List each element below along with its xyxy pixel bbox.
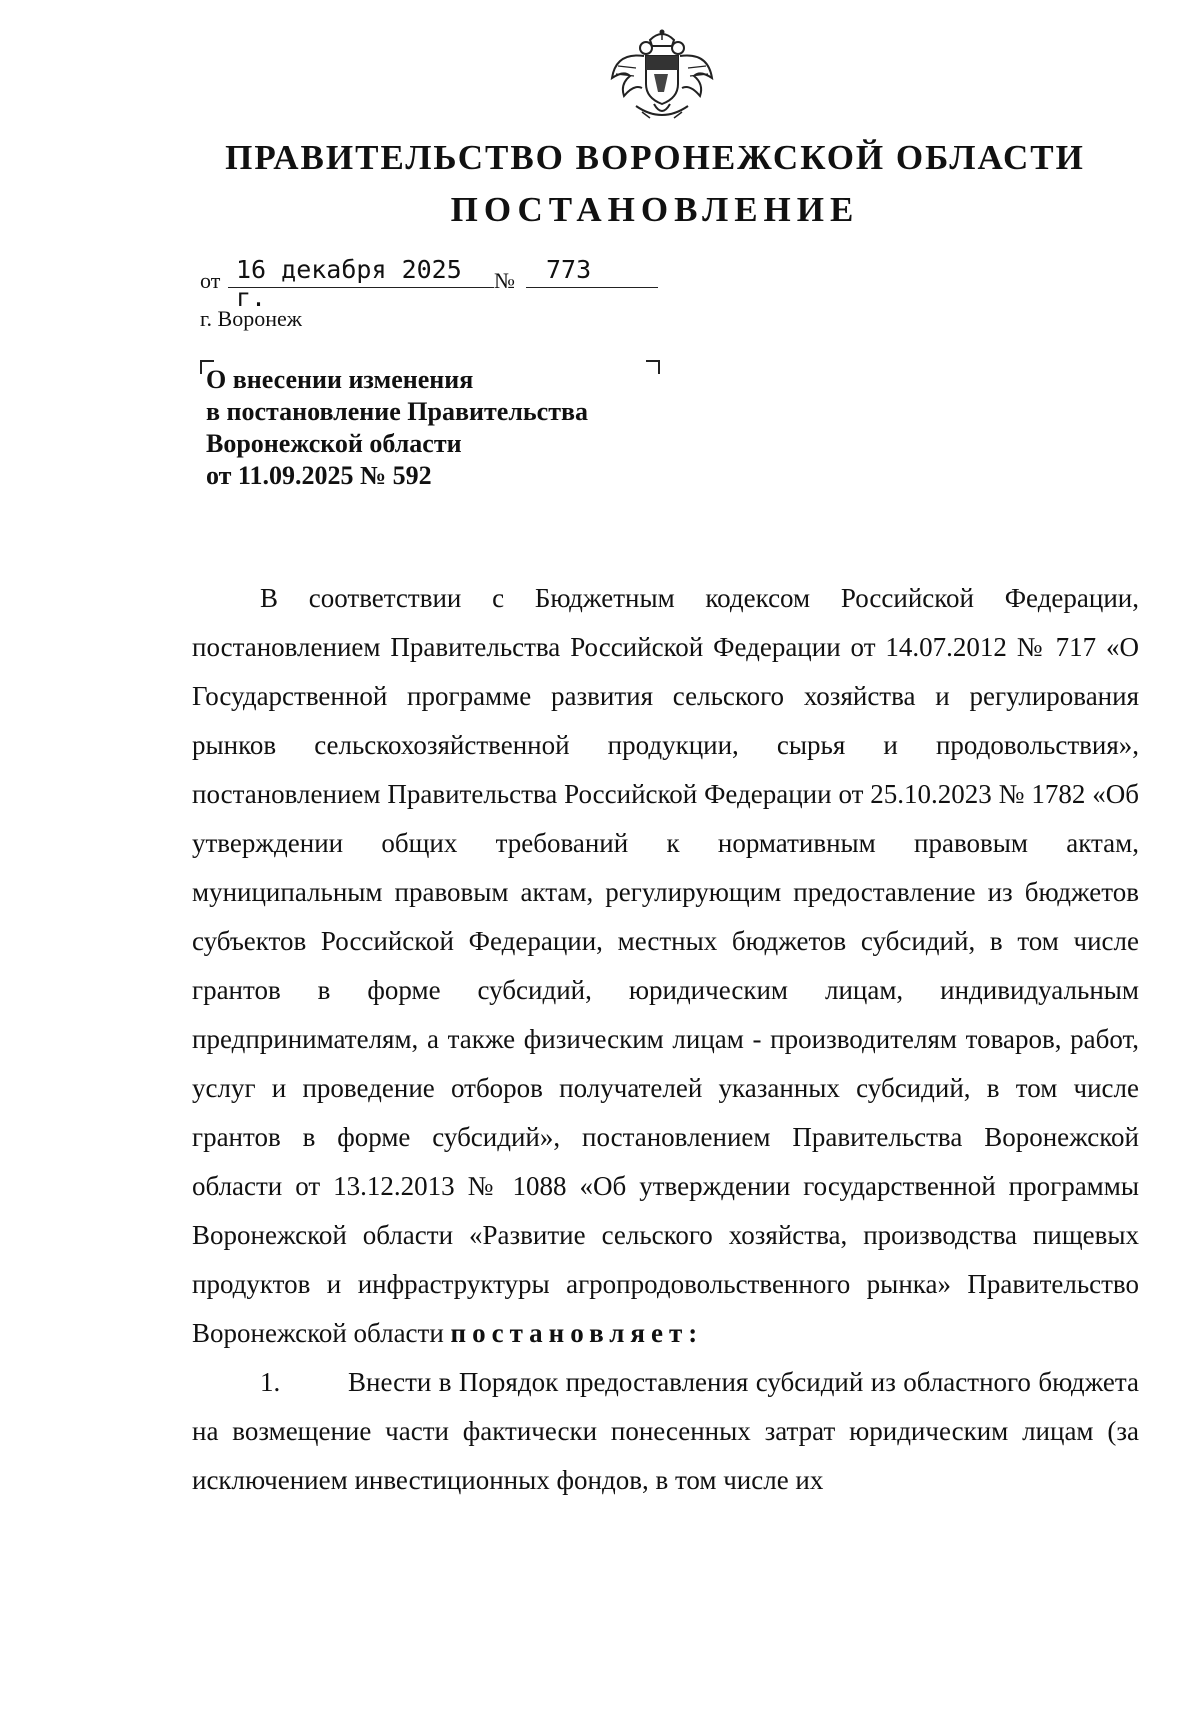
document-subject [206, 364, 666, 492]
preamble-text: В соответствии с Бюджетным кодексом Российской Федерации, постановлением Правительства Российской Федерации от 14.07.2012 № 717 «О Государственной программе развития сельского хозяйства и регулирования рынков сельскохозяйственной продукции, сырья и продовольствия», постановлением Правительства Российской Федерации от 25.10.2023 № 1782 «Об утверждении общих требований к нормативным правовым актам, муниципальным правовым актам, регулирующим предоставление из бюджетов субъектов Российской Федерации, местных бюджетов субсидий, в том числе грантов в форме субсидий, юридическим лицам, индивидуальным предпринимателям, а также физическим лицам - производителям товаров, работ, услуг и проведение отборов получателей указанных субсидий, в том числе грантов в форме субсидий», постановлением Правительства Воронежской области от 13.12.2013 № 1088 «Об утверждении государственной программы Воронежской области «Развитие сельского хозяйства, производства пищевых продуктов и инфраструктуры агропродовольственного рынка» Правительство Воронежской области [192, 583, 1139, 1348]
item-1-paragraph [192, 1358, 1139, 1505]
city: г. Воронеж [200, 306, 302, 331]
date-prefix: от [200, 268, 221, 293]
number-sign: № [494, 268, 515, 293]
subject-line: О внесении изменения [206, 365, 474, 394]
item-1-number: 1. [260, 1367, 281, 1397]
subject-line: Воронежской области [206, 429, 462, 458]
document-type: ПОСТАНОВЛЕНИЕ [450, 190, 860, 229]
document-number: 773 [526, 256, 658, 288]
subject-line: в постановление Правительства [206, 397, 589, 426]
date-number-line [200, 255, 680, 312]
coat-of-arms-icon [606, 26, 718, 126]
document-body [192, 574, 1139, 1505]
item-1-text: Внести в Порядок предоставления субсидий из областного бюджета на возмещение части фактически понесенных затрат юридическим лицам (за исключением инвестиционных фондов, в том числе их [192, 1367, 1139, 1495]
preamble-paragraph [192, 574, 1139, 1358]
subject-line: от 11.09.2025 № 592 [206, 461, 432, 490]
date-value: 16 декабря 2025 г. [228, 256, 494, 288]
organization-title: ПРАВИТЕЛЬСТВО ВОРОНЕЖСКОЙ ОБЛАСТИ [225, 138, 1085, 177]
decree-verb: постановляет: [450, 1318, 704, 1348]
